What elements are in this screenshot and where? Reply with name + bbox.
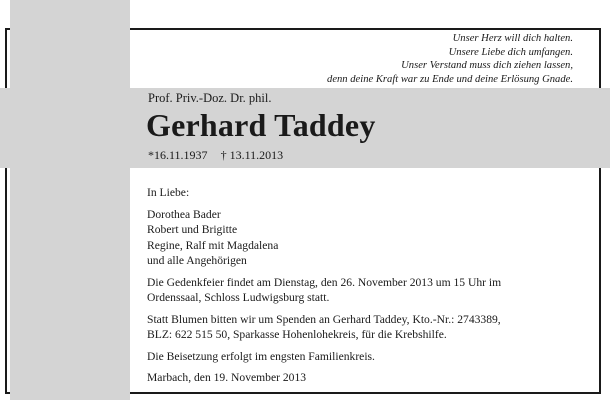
academic-title: Prof. Priv.-Doz. Dr. phil. bbox=[148, 91, 272, 105]
ceremony-line: Die Gedenkfeier findet am Dienstag, den 26. November 2013 um 15 Uhr im bbox=[147, 275, 502, 289]
intro-text: In Liebe: bbox=[147, 186, 190, 199]
mourner: und alle Angehörigen bbox=[147, 254, 247, 267]
life-dates bbox=[148, 148, 293, 163]
donation-line: Statt Blumen bitten wir um Spenden an Gerhard Taddey, Kto.-Nr.: 2743389, bbox=[147, 312, 501, 326]
mourner: Regine, Ralf mit Magdalena bbox=[147, 238, 279, 252]
donation-paragraph bbox=[147, 312, 567, 343]
ceremony-line: Ordenssaal, Schloss Ludwigsburg statt. bbox=[147, 291, 330, 304]
poem-line: Unser Herz will dich halten. bbox=[452, 33, 573, 44]
birth-date: *16.11.1937 bbox=[148, 148, 208, 162]
deceased-name: Gerhard Taddey bbox=[146, 107, 376, 143]
death-date: † 13.11.2013 bbox=[220, 148, 284, 162]
burial-paragraph: Die Beisetzung erfolgt im engsten Familienkreis. bbox=[147, 349, 375, 363]
poem bbox=[327, 32, 573, 86]
notice-body bbox=[147, 185, 567, 392]
ceremony-paragraph bbox=[147, 275, 567, 306]
poem-line: Unser Verstand muss dich ziehen lassen, bbox=[401, 60, 573, 71]
signoff: Marbach, den 19. November 2013 bbox=[147, 371, 307, 384]
mourner: Dorothea Bader bbox=[147, 207, 221, 221]
poem-line: Unsere Liebe dich umfangen. bbox=[448, 46, 573, 58]
mourners-list bbox=[147, 207, 567, 269]
poem-line: denn deine Kraft war zu Ende und deine Erlösung Gnade. bbox=[327, 73, 573, 85]
donation-line: BLZ: 622 515 50, Sparkasse Hohenlohekreis, für die Krebshilfe. bbox=[147, 328, 447, 341]
cross-vertical-bar bbox=[10, 0, 130, 400]
mourner: Robert und Brigitte bbox=[147, 223, 238, 236]
